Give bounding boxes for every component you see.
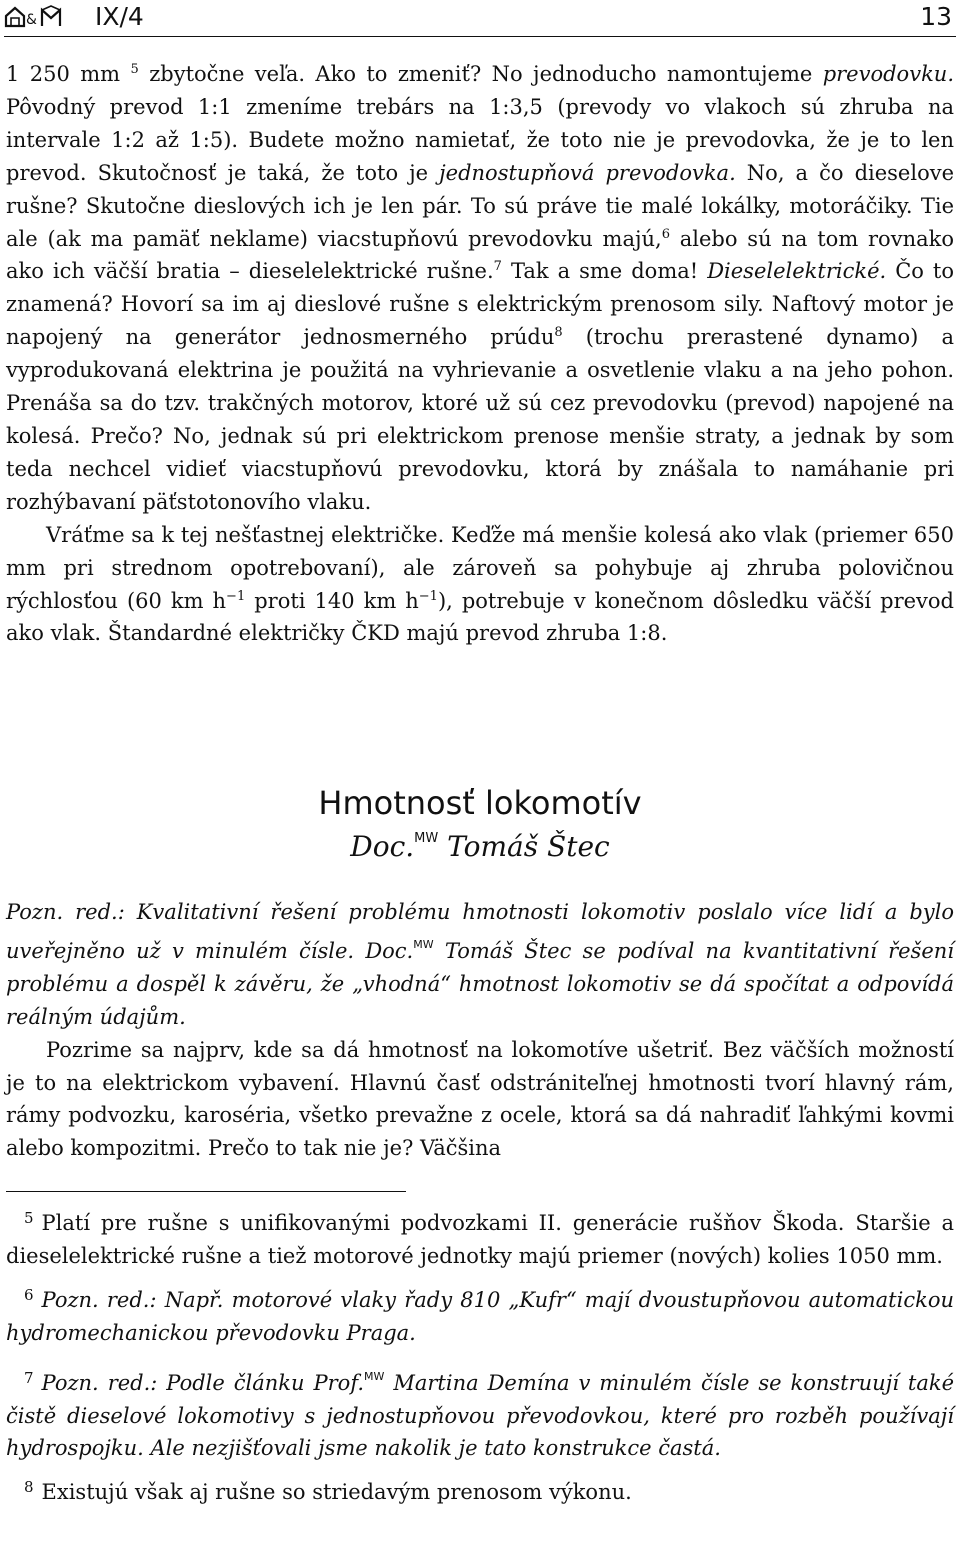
footnote-ref-8[interactable]: 8 [554, 325, 563, 341]
header-rule [4, 36, 956, 37]
footnote-8 [6, 1476, 954, 1509]
text-run: Tomáš Štec se podíval na kvantitativní řešení problému a dospěl k závěru, že „vhodná“ hmotnost lokomotiv se dá spočítat a odpovídá reálným údajům. [6, 938, 954, 1029]
footnote-mark: 7 [24, 1368, 34, 1387]
footnote-7 [6, 1361, 954, 1466]
footnote-text: Martina Demína v minulém čísle se konstruují také čistě dieselové lokomotivy s jednostupňovou převodovkou, které pro rozběh používají hydrospojku. Ale nezjišťovali jsme nakolik je tato konstrukce častá. [6, 1370, 955, 1461]
paragraph: Pozrime sa najprv, kde sa dá hmotnosť na lokomotíve ušetriť. Bez väčších možností je to na elektrickom vybavení. Hlavnú časť odstrániteľnej hmotnosti tvorí hlavný rám, rámy podvozku, karoséria, všetko prevažne z ocele, ktorá sa dá nahradiť ľahkými kovmi alebo kompozitmi. Prečo to tak nie je? Väčšina [6, 1037, 954, 1161]
page-number: 13 [920, 2, 952, 31]
exponent: −1 [418, 588, 438, 604]
footnote-5 [6, 1207, 954, 1273]
footnote-mark: 6 [24, 1285, 34, 1304]
text-run: No, a čo dieselove rušne? Skutočne dieslových ich je len pár. To sú práve tie malé lokálky, motoráčiky. Tie ale (ak ma pamäť neklame) viacstupňovú prevodovku majú, [6, 160, 955, 251]
footnote-text: Pozn. red.: Např. motorové vlaky řady 810 „Kufr“ mají dvoustupňovou automatickou hydromechanickou převodovku Praga. [6, 1287, 954, 1345]
text-run: Čo to znamená? Hovorí sa im aj dieslové rušne s elektrickým prenosom sily. Naftový motor je napojený na generátor jednosmerného prúdu [6, 259, 954, 350]
footnote-text: Platí pre rušne s unifikovanými podvozkami II. generácie rušňov Škoda. Staršie a dieselelektrické rušne a tiež motorové jednotky majú priemer (nových) kolies 1050 mm. [6, 1211, 954, 1268]
emphasis: Dieselelektrické. [707, 259, 887, 284]
text-run: alebo sú na tom rovnako ako ich väčší bratia – dieselelektrické rušne. [6, 226, 954, 284]
footnote-ref-6[interactable]: 6 [661, 226, 670, 242]
footnote-ref-5[interactable]: 5 [130, 62, 139, 77]
text-run: Pôvodný prevod 1:1 zmeníme trebárs na 1:3,5 (prevody vo vlakoch sú zhruba na intervale 1:2 až 1:5). Budete možno namietať, že toto nie je prevodovka, že je to len prevod. Skutočnosť je taká, že toto je [6, 94, 954, 185]
article-title: Hmotnosť lokomotív [318, 784, 642, 822]
svg-text:&: & [26, 12, 37, 28]
footnote-text: Pozn. red.: Podle článku Prof. [41, 1370, 365, 1395]
paragraph [6, 58, 954, 519]
mw-mark: MW [413, 937, 434, 951]
exponent: −1 [226, 588, 246, 604]
footnotes [6, 1207, 954, 1520]
mw-mark: MW [414, 831, 439, 846]
article-author [0, 830, 960, 863]
emphasis: prevodovku. [822, 62, 954, 86]
footnote-rule [6, 1191, 406, 1192]
text-run: Pozn. red.: Kvalitativní řešení problému hmotnosti lokomotiv poslalo více lidí a bylo uveřejněno už v minulém čísle. Doc. [6, 900, 954, 963]
footnote-mark: 8 [24, 1478, 34, 1497]
author-title: Doc. [350, 830, 415, 863]
cs-tug-logo-icon [4, 4, 74, 30]
footnote-mark: 5 [24, 1209, 34, 1227]
footnote-text: Existujú však aj rušne so striedavým prenosom výkonu. [41, 1480, 632, 1505]
section-hmotnost [6, 896, 954, 1165]
mw-mark: MW [364, 1369, 385, 1383]
text-run: ), potrebuje v konečnom dôsledku väčší prevod ako vlak. Štandardné električky ČKD majú prevod zhruba 1:8. [6, 588, 954, 646]
emphasis: jednostupňová prevodovka. [439, 160, 736, 185]
author-name: Tomáš Štec [438, 830, 610, 863]
paragraph [6, 519, 954, 651]
footnote-ref-7[interactable]: 7 [493, 259, 502, 275]
editor-note [6, 896, 954, 1034]
section-prevodovka [6, 58, 954, 650]
running-header [0, 0, 960, 36]
text-run: (trochu prerastené dynamo) a vyprodukovaná elektrina je použitá na vyhrievanie a osvetlenie vlaku a na jeho pohon. Prenáša sa do tzv. trakčných motorov, ktoré už sú cez prevodovku (prevod) napojené na kolesá. Prečo? No, jednak sú pri elektrickom prenose menšie straty, a jednak by som teda nechcel vidieť viacstupňovú prevodovku, ktorá by znášala to namáhanie pri rozhýbavaní päťstotonovího vlaku. [6, 325, 954, 514]
issue-number: IX/4 [95, 2, 144, 31]
text-run: Vráťme sa k tej nešťastnej električke. Keďže má menšie kolesá ako vlak (priemer 650 mm pri strednom opotrebovaní), ale zároveň sa pohybuje aj zhruba polovičnou rýchlosťou (60 km h [6, 522, 954, 613]
text-run: 1 250 mm [6, 62, 121, 86]
text-run: Tak a sme doma! [501, 259, 708, 284]
text-run: proti 140 km h [245, 588, 419, 613]
text-run: zbytočne veľa. Ako to zmeniť? No jednoducho namontujeme [138, 62, 823, 86]
footnote-6 [6, 1284, 954, 1350]
